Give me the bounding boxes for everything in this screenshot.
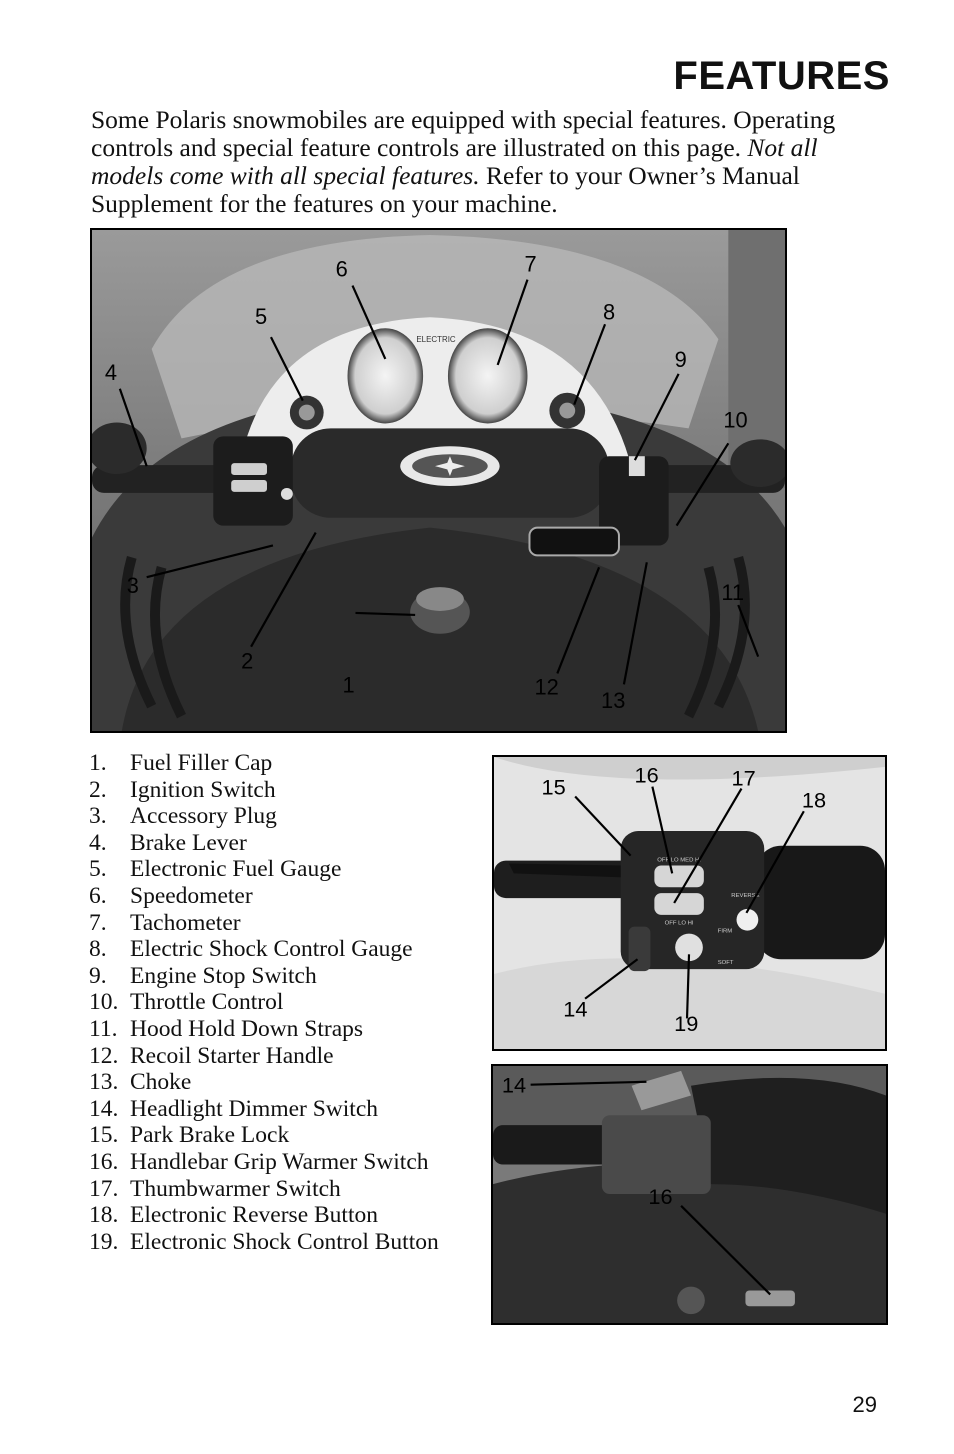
legend-number: 13. [89, 1069, 119, 1096]
legend-number: 9. [89, 962, 107, 989]
switch-label-warmer: OFF LO MED HI [657, 857, 701, 864]
callout-9: 9 [674, 346, 687, 372]
dashboard-photo [90, 228, 787, 733]
callout-15: 15 [541, 774, 566, 800]
callout-3: 3 [126, 573, 139, 599]
legend-number: 10. [89, 989, 119, 1016]
legend-number: 8. [89, 936, 107, 963]
legend-text: Handlebar Grip Warmer Switch [130, 1148, 429, 1175]
callout-12: 12 [534, 674, 559, 700]
legend-item [89, 1149, 449, 1176]
callout-14-console: 14 [501, 1072, 527, 1098]
console-switch-shape [745, 1291, 794, 1307]
console-illustration [493, 1066, 886, 1323]
intro-paragraph [91, 106, 881, 218]
callout-19: 19 [674, 1011, 699, 1037]
console-photo [491, 1064, 888, 1325]
intro-text-end: Refer to your Owner’s Manual Supplement for the features on your machine. [91, 161, 800, 218]
intro-emphasis: Not all models come with all special features. [91, 133, 818, 190]
legend-number: 15. [89, 1122, 119, 1149]
switch-label-thumb: OFF LO HI [664, 920, 694, 927]
page-number: 29 [852, 1392, 877, 1417]
legend-number: 19. [89, 1228, 119, 1255]
legend-text: Tachometer [130, 909, 241, 936]
legend-item [89, 910, 449, 937]
legend-number: 5. [89, 856, 107, 883]
legend-item [89, 1016, 449, 1043]
intro-text: Some Polaris snowmobiles are equipped with special features. Operating controls and special feature controls are illustrated on this page. [91, 105, 836, 162]
handlebar-switch-photo [492, 755, 887, 1051]
handlebar-illustration [494, 757, 885, 1049]
legend-text: Recoil Starter Handle [130, 1042, 334, 1069]
callout-6: 6 [335, 256, 348, 282]
legend-number: 4. [89, 829, 107, 856]
legend-text: Choke [130, 1069, 192, 1096]
legend-text: Fuel Filler Cap [130, 750, 273, 776]
legend-number: 12. [89, 1042, 119, 1069]
legend-text: Electric Shock Control Gauge [130, 936, 413, 963]
legend-number: 2. [89, 776, 107, 803]
callout-13: 13 [601, 688, 626, 714]
switch-label-reverse: REVERSE [731, 893, 760, 900]
switch-label-soft: SOFT [717, 960, 734, 967]
legend-text: Electronic Fuel Gauge [130, 856, 342, 883]
legend-number: 17. [89, 1175, 119, 1202]
legend-text: Ignition Switch [130, 776, 276, 803]
legend-number: 14. [89, 1095, 119, 1122]
callout-4: 4 [104, 359, 118, 385]
legend-item [89, 1202, 449, 1229]
legend-item [89, 1069, 449, 1096]
legend-item [89, 830, 449, 857]
legend-item [89, 936, 449, 963]
callout-14: 14 [563, 996, 588, 1022]
legend-item [89, 1176, 449, 1203]
legend-item [89, 989, 449, 1016]
legend-number: 16. [89, 1148, 119, 1175]
legend-item [89, 1043, 449, 1070]
switch-label-firm: FIRM [717, 928, 733, 935]
legend-text: Brake Lever [130, 829, 247, 856]
callout-2: 2 [241, 648, 254, 674]
legend-text: Thumbwarmer Switch [130, 1175, 341, 1202]
legend-item [89, 883, 449, 910]
callout-8: 8 [603, 299, 616, 325]
feature-legend [89, 750, 449, 1255]
legend-text: Engine Stop Switch [130, 962, 317, 989]
callout-17: 17 [731, 765, 756, 791]
legend-number: 11. [89, 1015, 118, 1042]
legend-item [89, 750, 449, 777]
callout-1: 1 [342, 672, 355, 698]
legend-item [89, 1229, 449, 1256]
legend-number: 18. [89, 1202, 119, 1229]
legend-number: 7. [89, 909, 107, 936]
tachometer-dial [448, 328, 528, 423]
legend-text: Speedometer [130, 882, 253, 909]
legend-text: Park Brake Lock [130, 1122, 290, 1149]
warmer-switch-shape [654, 866, 703, 888]
callout-11: 11 [721, 580, 745, 606]
legend-text: Headlight Dimmer Switch [130, 1095, 379, 1122]
callout-18: 18 [801, 787, 827, 813]
legend-text: Throttle Control [130, 989, 284, 1016]
legend-text: Electronic Reverse Button [130, 1202, 378, 1229]
speedometer-dial [348, 328, 424, 423]
legend-item [89, 856, 449, 883]
callout-16: 16 [634, 762, 659, 788]
page-heading: FEATURES [673, 54, 890, 98]
dashboard-illustration [92, 230, 785, 731]
legend-number: 3. [89, 803, 107, 830]
legend-item [89, 777, 449, 804]
legend-item [89, 1122, 449, 1149]
callout-10: 10 [723, 407, 748, 433]
legend-item [89, 1096, 449, 1123]
legend-text: Hood Hold Down Straps [130, 1015, 364, 1042]
legend-text: Accessory Plug [130, 803, 277, 830]
legend-text: Electronic Shock Control Button [130, 1228, 439, 1255]
gauge-logo: ELECTRIC [416, 335, 456, 345]
legend-item [89, 803, 449, 830]
legend-item [89, 963, 449, 990]
callout-16-console: 16 [648, 1183, 673, 1209]
legend-number: 1. [89, 750, 107, 776]
legend-number: 6. [89, 882, 107, 909]
callout-7: 7 [524, 251, 537, 277]
callout-5: 5 [255, 304, 268, 330]
